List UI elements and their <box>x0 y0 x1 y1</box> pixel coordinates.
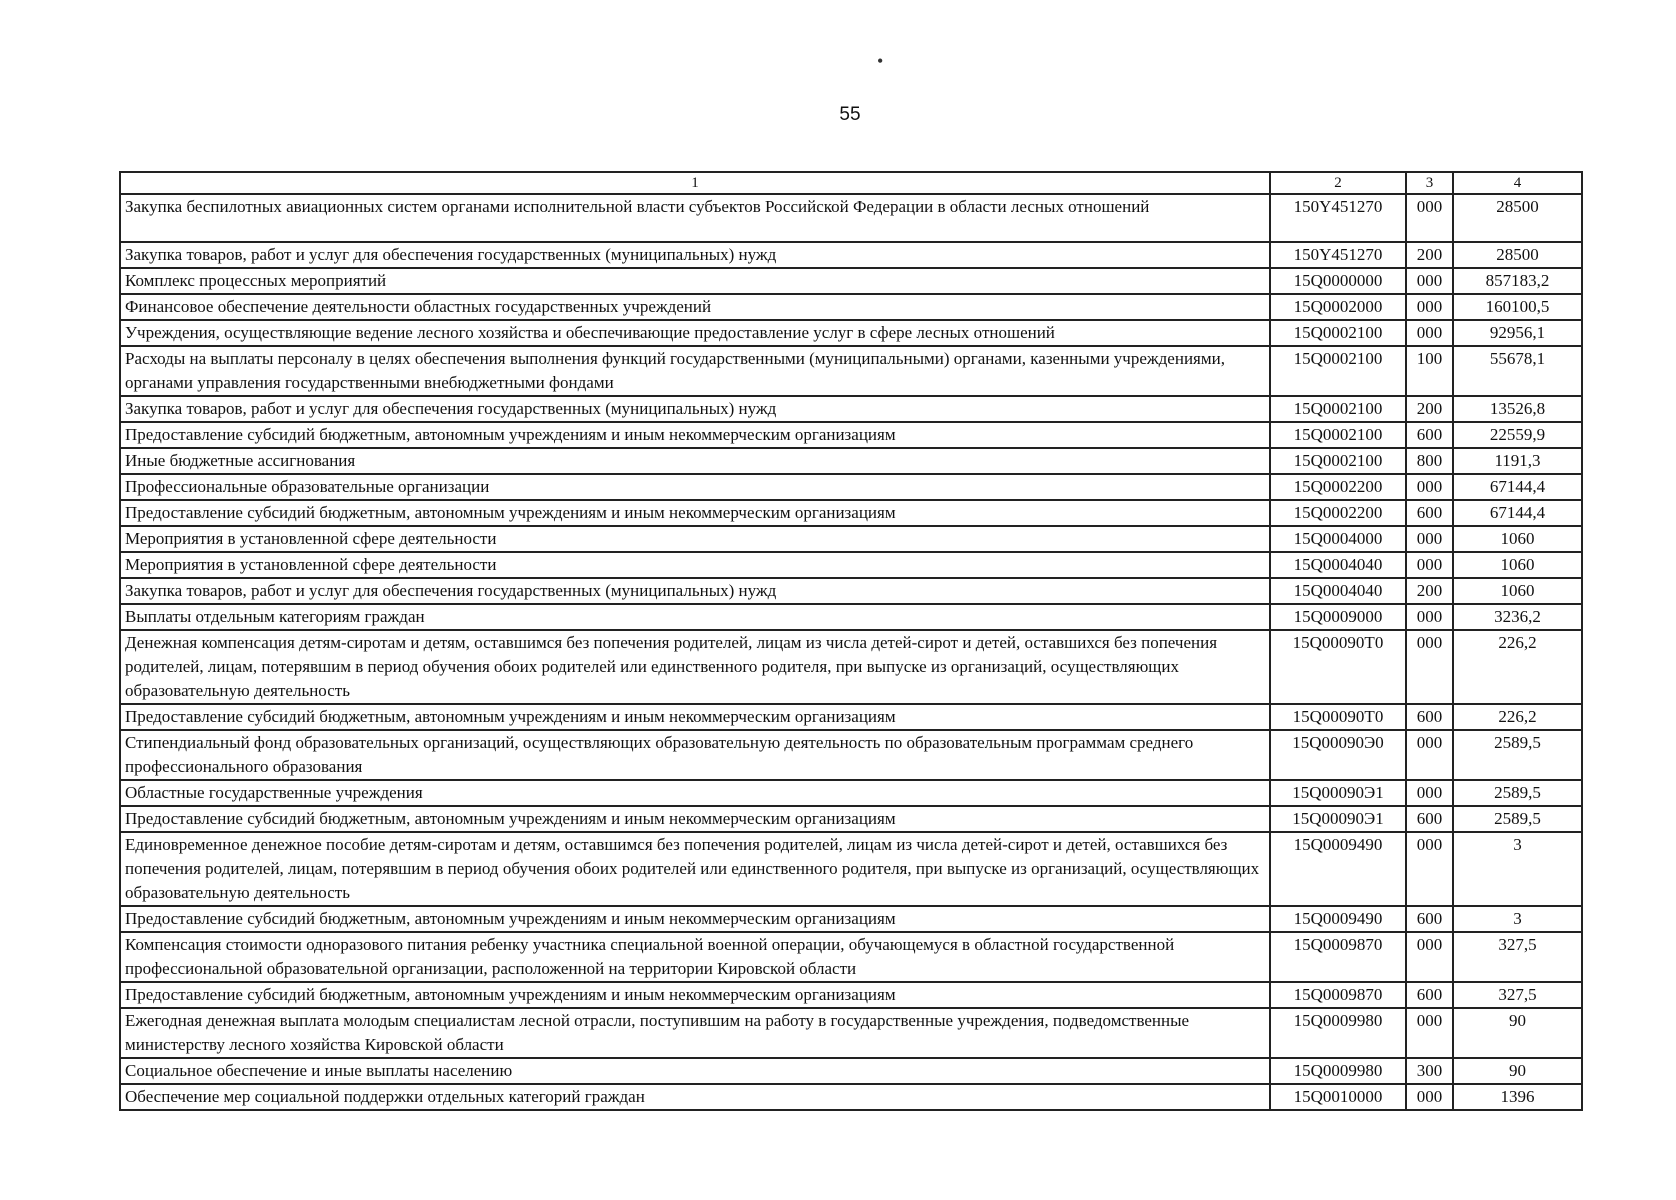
row-type: 000 <box>1406 780 1453 806</box>
table-row <box>120 422 1582 448</box>
row-amount: 3 <box>1453 832 1582 906</box>
row-code: 15Q0004040 <box>1270 552 1406 578</box>
table-row <box>120 268 1582 294</box>
row-code: 15Q00090Т0 <box>1270 630 1406 704</box>
row-amount: 1396 <box>1453 1084 1582 1110</box>
row-type: 300 <box>1406 1058 1453 1084</box>
row-name: Закупка товаров, работ и услуг для обеспечения государственных (муниципальных) нужд <box>120 242 1270 268</box>
column-number-1: 1 <box>120 172 1270 194</box>
row-code: 15Q0009980 <box>1270 1008 1406 1058</box>
row-code: 15Q00090Э1 <box>1270 780 1406 806</box>
row-code: 15Q0004040 <box>1270 578 1406 604</box>
row-type: 000 <box>1406 630 1453 704</box>
row-amount: 226,2 <box>1453 704 1582 730</box>
row-amount: 28500 <box>1453 242 1582 268</box>
row-type: 000 <box>1406 1008 1453 1058</box>
row-name: Комплекс процессных мероприятий <box>120 268 1270 294</box>
row-amount: 1060 <box>1453 552 1582 578</box>
row-type: 000 <box>1406 294 1453 320</box>
row-code: 15Q0009980 <box>1270 1058 1406 1084</box>
row-name: Финансовое обеспечение деятельности областных государственных учреждений <box>120 294 1270 320</box>
row-type: 000 <box>1406 552 1453 578</box>
row-name: Профессиональные образовательные организации <box>120 474 1270 500</box>
row-code: 15Q0002200 <box>1270 474 1406 500</box>
row-amount: 327,5 <box>1453 932 1582 982</box>
row-amount: 3 <box>1453 906 1582 932</box>
row-type: 200 <box>1406 578 1453 604</box>
row-amount: 160100,5 <box>1453 294 1582 320</box>
row-amount: 857183,2 <box>1453 268 1582 294</box>
row-code: 15Q0004000 <box>1270 526 1406 552</box>
row-code: 150Y451270 <box>1270 242 1406 268</box>
row-amount: 55678,1 <box>1453 346 1582 396</box>
row-amount: 92956,1 <box>1453 320 1582 346</box>
row-type: 200 <box>1406 396 1453 422</box>
row-name: Иные бюджетные ассигнования <box>120 448 1270 474</box>
row-type: 600 <box>1406 982 1453 1008</box>
row-amount: 2589,5 <box>1453 806 1582 832</box>
column-number-3: 3 <box>1406 172 1453 194</box>
row-type: 000 <box>1406 604 1453 630</box>
row-type: 600 <box>1406 500 1453 526</box>
row-code: 15Q0000000 <box>1270 268 1406 294</box>
table-row <box>120 832 1582 906</box>
row-name: Предоставление субсидий бюджетным, автономным учреждениям и иным некоммерческим организациям <box>120 500 1270 526</box>
row-amount: 3236,2 <box>1453 604 1582 630</box>
table-row <box>120 242 1582 268</box>
row-name: Ежегодная денежная выплата молодым специалистам лесной отрасли, поступившим на работу в государственные учреждения, подведомственные министерству лесного хозяйства Кировской области <box>120 1008 1270 1058</box>
row-type: 600 <box>1406 704 1453 730</box>
row-name: Обеспечение мер социальной поддержки отдельных категорий граждан <box>120 1084 1270 1110</box>
row-type: 000 <box>1406 194 1453 242</box>
row-name: Денежная компенсация детям-сиротам и детям, оставшимся без попечения родителей, лицам из числа детей-сирот и детей, оставшихся без попечения родителей, лицам, потерявшим в период обучения обоих родителей или единственного родителя, при выпуске из организаций, осуществляющих образовательную деятельность <box>120 630 1270 704</box>
column-number-4: 4 <box>1453 172 1582 194</box>
row-type: 100 <box>1406 346 1453 396</box>
table-row <box>120 806 1582 832</box>
table-row <box>120 346 1582 396</box>
row-type: 200 <box>1406 242 1453 268</box>
row-code: 15Q0002100 <box>1270 422 1406 448</box>
row-code: 15Q0009870 <box>1270 932 1406 982</box>
row-name: Компенсация стоимости одноразового питания ребенку участника специальной военной операции, обучающемуся в областной государственной профессиональной образовательной организации, расположенной на территории Кировской области <box>120 932 1270 982</box>
row-type: 000 <box>1406 268 1453 294</box>
row-amount: 226,2 <box>1453 630 1582 704</box>
row-name: Мероприятия в установленной сфере деятельности <box>120 552 1270 578</box>
row-code: 15Q00090Т0 <box>1270 704 1406 730</box>
page-number: 55 <box>839 104 861 125</box>
row-name: Предоставление субсидий бюджетным, автономным учреждениям и иным некоммерческим организациям <box>120 704 1270 730</box>
row-amount: 2589,5 <box>1453 780 1582 806</box>
table-row <box>120 730 1582 780</box>
row-amount: 327,5 <box>1453 982 1582 1008</box>
row-amount: 13526,8 <box>1453 396 1582 422</box>
row-code: 150Y451270 <box>1270 194 1406 242</box>
row-code: 15Q0009490 <box>1270 906 1406 932</box>
row-amount: 1060 <box>1453 578 1582 604</box>
row-amount: 28500 <box>1453 194 1582 242</box>
row-name: Предоставление субсидий бюджетным, автономным учреждениям и иным некоммерческим организациям <box>120 806 1270 832</box>
row-amount: 1060 <box>1453 526 1582 552</box>
table-row <box>120 526 1582 552</box>
row-amount: 22559,9 <box>1453 422 1582 448</box>
row-code: 15Q0009000 <box>1270 604 1406 630</box>
row-name: Закупка товаров, работ и услуг для обеспечения государственных (муниципальных) нужд <box>120 396 1270 422</box>
table-row <box>120 780 1582 806</box>
row-code: 15Q0002000 <box>1270 294 1406 320</box>
column-number-row <box>120 172 1582 194</box>
budget-table-body <box>120 172 1582 1110</box>
column-number-2: 2 <box>1270 172 1406 194</box>
row-type: 800 <box>1406 448 1453 474</box>
row-code: 15Q0002100 <box>1270 346 1406 396</box>
table-row <box>120 474 1582 500</box>
row-type: 000 <box>1406 1084 1453 1110</box>
row-code: 15Q00090Э1 <box>1270 806 1406 832</box>
row-type: 600 <box>1406 906 1453 932</box>
row-code: 15Q0002100 <box>1270 448 1406 474</box>
row-name: Единовременное денежное пособие детям-сиротам и детям, оставшимся без попечения родителей, лицам из числа детей-сирот и детей, оставшихся без попечения родителей, лицам, потерявшим в период обучения обоих родителей или единственного родителя, при выпуске из организаций, осуществляющих образовательную деятельность <box>120 832 1270 906</box>
row-name: Закупка беспилотных авиационных систем органами исполнительной власти субъектов Российской Федерации в области лесных отношений <box>120 194 1270 242</box>
table-row <box>120 194 1582 242</box>
row-name: Выплаты отдельным категориям граждан <box>120 604 1270 630</box>
row-amount: 90 <box>1453 1058 1582 1084</box>
row-name: Расходы на выплаты персоналу в целях обеспечения выполнения функций государственными (муниципальными) органами, казенными учреждениями, органами управления государственными внебюджетными фондами <box>120 346 1270 396</box>
row-name: Социальное обеспечение и иные выплаты населению <box>120 1058 1270 1084</box>
table-row <box>120 396 1582 422</box>
row-code: 15Q0010000 <box>1270 1084 1406 1110</box>
table-row <box>120 448 1582 474</box>
row-name: Стипендиальный фонд образовательных организаций, осуществляющих образовательную деятельность по образовательным программам среднего профессионального образования <box>120 730 1270 780</box>
row-amount: 67144,4 <box>1453 474 1582 500</box>
row-name: Учреждения, осуществляющие ведение лесного хозяйства и обеспечивающие предоставление услуг в сфере лесных отношений <box>120 320 1270 346</box>
row-type: 000 <box>1406 526 1453 552</box>
row-type: 000 <box>1406 832 1453 906</box>
row-type: 000 <box>1406 730 1453 780</box>
row-name: Предоставление субсидий бюджетным, автономным учреждениям и иным некоммерческим организациям <box>120 422 1270 448</box>
table-row <box>120 906 1582 932</box>
table-row <box>120 704 1582 730</box>
table-row <box>120 1084 1582 1110</box>
row-amount: 2589,5 <box>1453 730 1582 780</box>
row-name: Областные государственные учреждения <box>120 780 1270 806</box>
row-type: 600 <box>1406 806 1453 832</box>
table-row <box>120 500 1582 526</box>
table-row <box>120 604 1582 630</box>
row-type: 000 <box>1406 320 1453 346</box>
table-row <box>120 932 1582 982</box>
table-row <box>120 552 1582 578</box>
row-name: Предоставление субсидий бюджетным, автономным учреждениям и иным некоммерческим организациям <box>120 906 1270 932</box>
budget-table <box>119 171 1583 1111</box>
row-amount: 1191,3 <box>1453 448 1582 474</box>
table-row <box>120 294 1582 320</box>
table-row <box>120 1058 1582 1084</box>
table-row <box>120 630 1582 704</box>
table-row <box>120 320 1582 346</box>
row-amount: 90 <box>1453 1008 1582 1058</box>
table-row <box>120 982 1582 1008</box>
row-code: 15Q00090Э0 <box>1270 730 1406 780</box>
row-name: Закупка товаров, работ и услуг для обеспечения государственных (муниципальных) нужд <box>120 578 1270 604</box>
row-name: Мероприятия в установленной сфере деятельности <box>120 526 1270 552</box>
row-type: 000 <box>1406 932 1453 982</box>
row-type: 600 <box>1406 422 1453 448</box>
row-code: 15Q0002200 <box>1270 500 1406 526</box>
row-code: 15Q0002100 <box>1270 396 1406 422</box>
scan-speck: • <box>877 51 884 71</box>
row-code: 15Q0009870 <box>1270 982 1406 1008</box>
row-name: Предоставление субсидий бюджетным, автономным учреждениям и иным некоммерческим организациям <box>120 982 1270 1008</box>
table-row <box>120 578 1582 604</box>
row-amount: 67144,4 <box>1453 500 1582 526</box>
row-code: 15Q0002100 <box>1270 320 1406 346</box>
table-row <box>120 1008 1582 1058</box>
row-code: 15Q0009490 <box>1270 832 1406 906</box>
row-type: 000 <box>1406 474 1453 500</box>
